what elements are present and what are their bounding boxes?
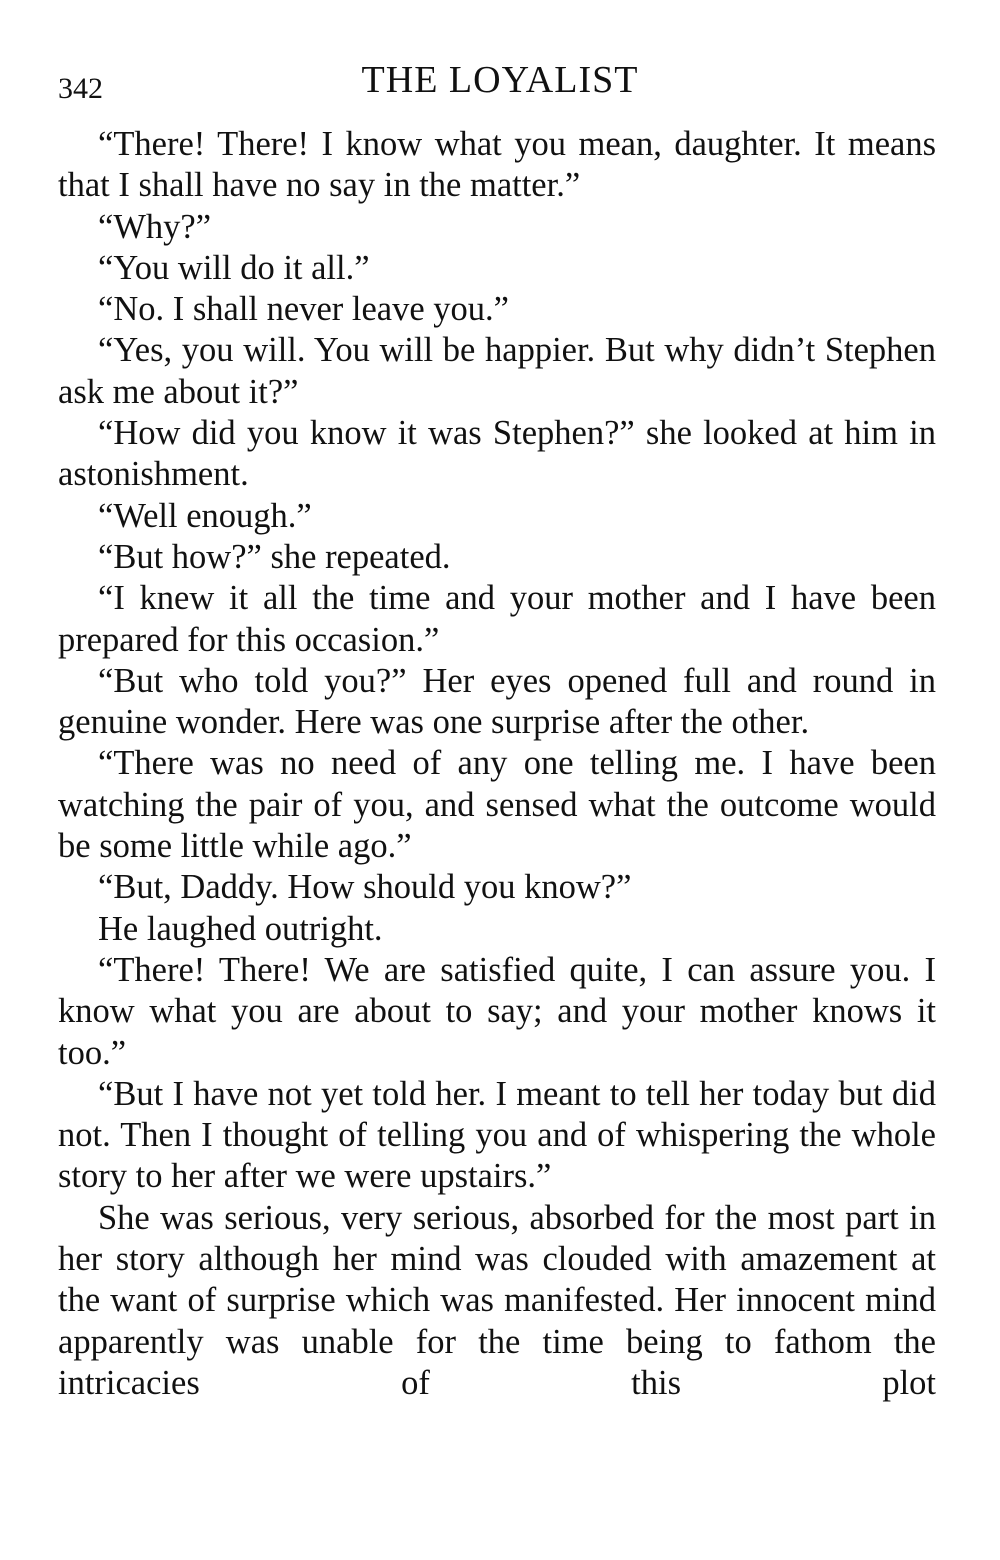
body-text bbox=[58, 124, 936, 1404]
paragraph: “No. I shall never leave you.” bbox=[98, 290, 509, 329]
paragraph: “But how?” she repeated. bbox=[98, 537, 451, 576]
paragraph: “But who told you?” Her eyes opened full and round in genuine wonder. Here was one surprise after the other. bbox=[58, 661, 936, 742]
paragraph: “There was no need of any one telling me. I have been watching the pair of you, and sensed what the outcome would be some little while ago.” bbox=[58, 744, 936, 866]
paragraph: “There! There! I know what you mean, daughter. It means that I shall have no say in the matter.” bbox=[58, 125, 936, 205]
paragraph: “I knew it all the time and your mother and I have been prepared for this occasion.” bbox=[58, 579, 936, 659]
paragraph: “But, Daddy. How should you know?” bbox=[98, 868, 632, 907]
paragraph: “You will do it all.” bbox=[98, 248, 370, 287]
page-number: 342 bbox=[58, 72, 103, 105]
running-title: THE LOYALIST bbox=[361, 59, 639, 101]
paragraph: “Why?” bbox=[98, 207, 212, 246]
paragraph: “Yes, you will. You will be happier. But why didn’t Stephen ask me about it?” bbox=[58, 331, 936, 411]
paragraph: “Well enough.” bbox=[98, 496, 312, 535]
paragraph: He laughed outright. bbox=[98, 909, 383, 948]
paragraph: “There! There! We are satisfied quite, I can assure you. I know what you are about to say; and your mother knows it too.” bbox=[58, 950, 936, 1072]
paragraph: “How did you know it was Stephen?” she looked at him in astonishment. bbox=[58, 414, 936, 494]
paragraph: “But I have not yet told her. I meant to tell her today but did not. Then I thought of telling you and of whispering the whole story to her after we were upstairs.” bbox=[58, 1074, 936, 1196]
paragraph: She was serious, very serious, absorbed for the most part in her story although her mind was clouded with amazement at the want of surprise which was manifested. Her innocent mind apparently was unable for the time being to fathom the intricacies of this plot bbox=[58, 1198, 936, 1402]
